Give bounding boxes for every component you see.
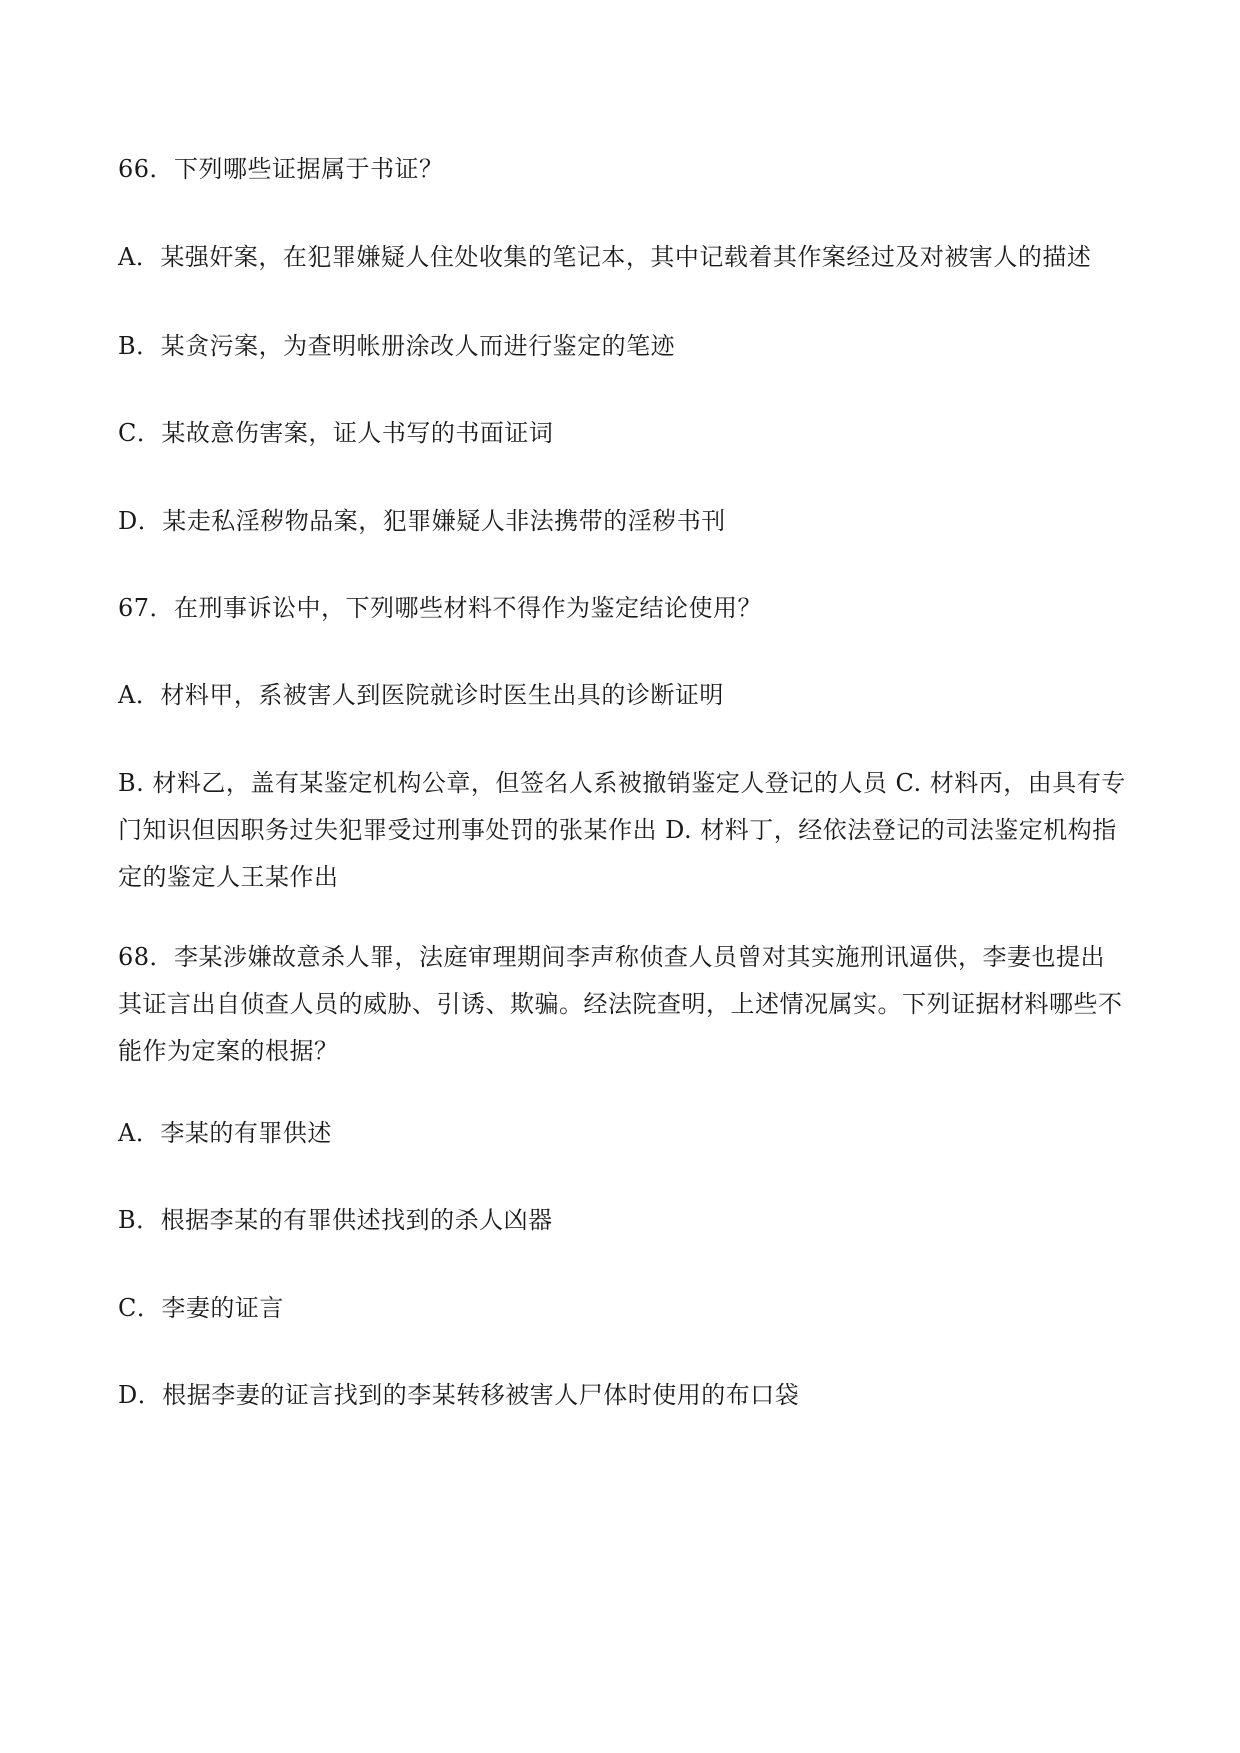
question-68-option-a: A．李某的有罪供述 xyxy=(118,1119,332,1147)
question-68-stem: 68．李某涉嫌故意杀人罪，法庭审理期间李声称侦查人员曾对其实施刑讯逼供，李妻也提出其证言出自侦查人员的威胁、引诱、欺骗。经法院查明，上述情况属实。下列证据材料哪些不能作为定案的根据？ xyxy=(118,943,1123,1065)
question-66-stem: 66．下列哪些证据属于书证？ xyxy=(118,155,444,183)
question-68-option-c: C．李妻的证言 xyxy=(118,1294,284,1322)
question-67-option-a: A．材料甲，系被害人到医院就诊时医生出具的诊断证明 xyxy=(118,681,724,709)
question-66-option-c: C．某故意伤害案，证人书写的书面证词 xyxy=(118,419,554,447)
question-67-options-bcd: B. 材料乙，盖有某鉴定机构公章，但签名人系被撤销鉴定人登记的人员 C. 材料丙，由具有专门知识但因职务过失犯罪受过刑事处罚的张某作出 D. 材料丁，经依法登记的司法鉴定机构指定的鉴定人王某作出 xyxy=(118,769,1126,891)
question-66-option-a: A．某强奸案，在犯罪嫌疑人住处收集的笔记本，其中记载着其作案经过及对被害人的描述 xyxy=(118,243,1092,271)
question-68-option-d: D．根据李妻的证言找到的李某转移被害人尸体时使用的布口袋 xyxy=(118,1381,800,1409)
question-66-option-b: B．某贪污案，为查明帐册涂改人而进行鉴定的笔迹 xyxy=(118,332,676,360)
question-67-stem: 67．在刑事诉讼中，下列哪些材料不得作为鉴定结论使用？ xyxy=(118,594,763,622)
question-66-option-d: D．某走私淫秽物品案，犯罪嫌疑人非法携带的淫秽书刊 xyxy=(118,507,726,535)
question-68-option-b: B．根据李某的有罪供述找到的杀人凶器 xyxy=(118,1206,553,1234)
